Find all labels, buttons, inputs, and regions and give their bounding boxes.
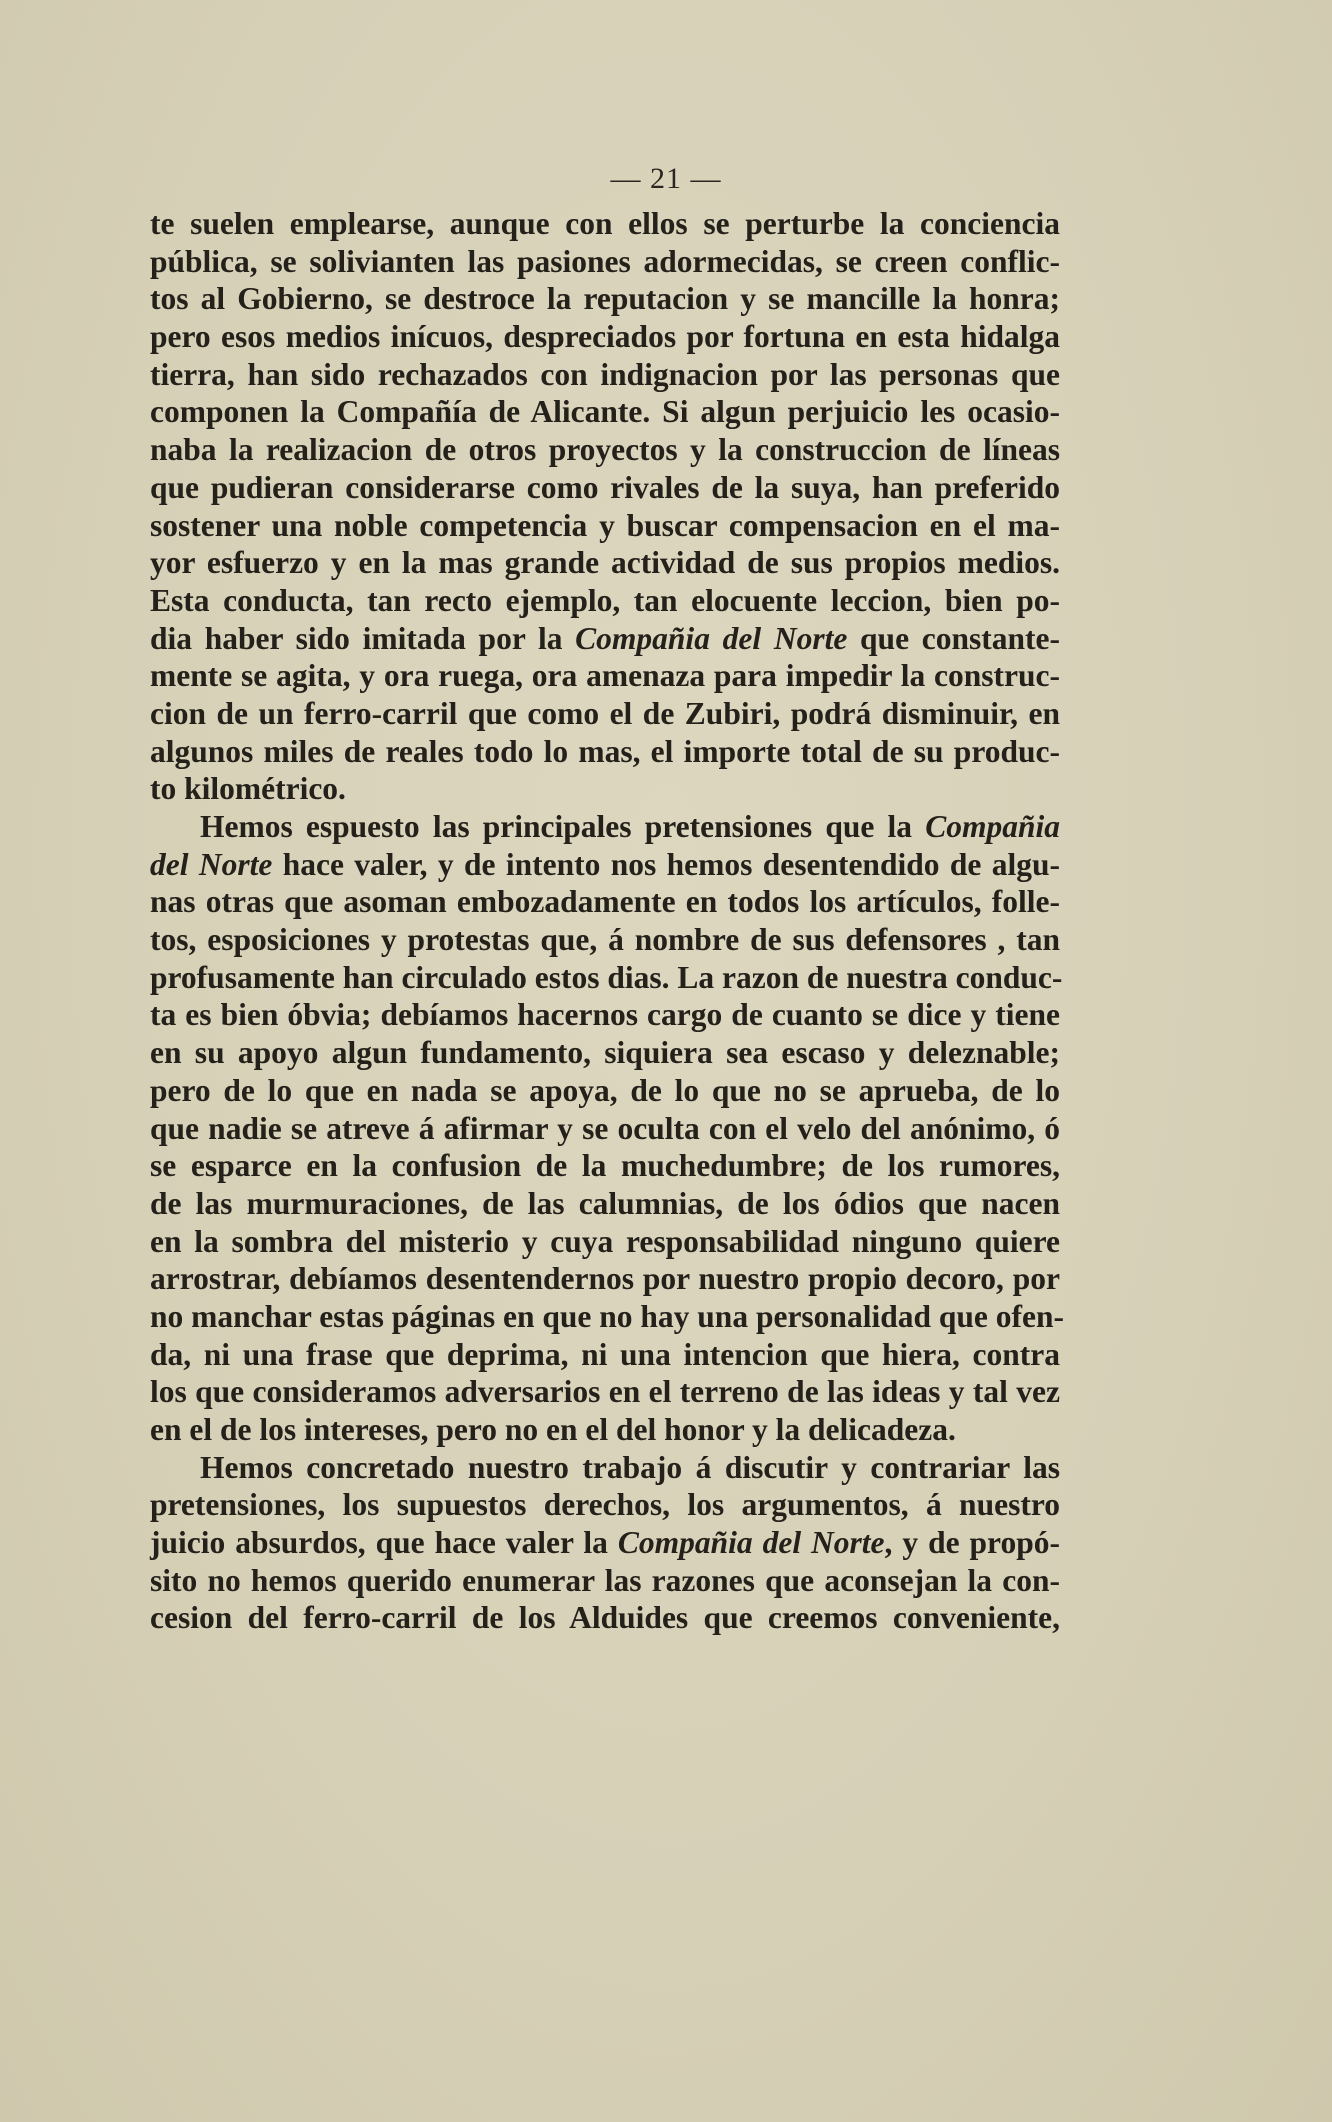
text-line: [150, 1449, 1060, 1487]
text-line: [150, 1147, 1060, 1185]
text-run: sito no hemos querido enumerar las razones que aconsejan la con-: [150, 1562, 1060, 1598]
text-line: [150, 1072, 1060, 1110]
text-run: tos, esposiciones y protestas que, á nombre de sus defensores , tan: [150, 922, 1060, 958]
text-run: , y de propó-: [884, 1525, 1060, 1561]
text-run: arrostrar, debíamos desentendernos por nuestro propio decoro, por: [150, 1261, 1060, 1297]
text-run: no manchar estas páginas en que no hay una personalidad que ofen-: [150, 1298, 1064, 1334]
text-run: de las murmuraciones, de las calumnias, de los ódios que nacen: [150, 1185, 1060, 1221]
text-run: que nadie se atreve á afirmar y se oculta con el velo del anónimo, ó: [150, 1110, 1060, 1146]
text-line: [150, 1524, 1060, 1562]
text-line: [150, 393, 1060, 431]
text-line: [150, 1185, 1060, 1223]
text-line: [150, 733, 1060, 771]
text-line: [150, 318, 1060, 356]
text-run: pero esos medios inícuos, despreciados por fortuna en esta hidalga: [150, 319, 1060, 355]
text-run: cesion del ferro-carril de los Alduides que creemos conveniente,: [150, 1600, 1060, 1636]
text-run: naba la realizacion de otros proyectos y la construccion de líneas: [150, 432, 1060, 468]
text-run: los que consideramos adversarios en el terreno de las ideas y tal vez: [150, 1374, 1060, 1410]
text-run: sostener una noble competencia y buscar compensacion en el ma-: [150, 507, 1060, 543]
page-number: — 21 —: [610, 162, 722, 195]
text-run: pública, se solivianten las pasiones adormecidas, se creen conflic-: [150, 243, 1060, 279]
text-run: mente se agita, y ora ruega, ora amenaza para impedir la construc-: [150, 658, 1060, 694]
text-line: [150, 1486, 1060, 1524]
text-run: juicio absurdos, que hace valer la: [150, 1525, 618, 1561]
text-line: [150, 507, 1060, 545]
text-line: [150, 1298, 1064, 1336]
text-run: to kilométrico.: [150, 771, 346, 807]
text-line: [150, 808, 1060, 846]
text-run: dia haber sido imitada por la: [150, 620, 576, 656]
text-line: [150, 695, 1060, 733]
text-run: en su apoyo algun fundamento, siquiera sea escaso y deleznable;: [150, 1035, 1060, 1071]
text-run: Hemos espuesto las principales pretensiones que la: [200, 809, 926, 844]
text-line: [150, 205, 1060, 243]
text-run: cion de un ferro-carril que como el de Zubiri, podrá disminuir, en: [150, 695, 1060, 731]
italic-phrase: Compañia del Norte: [617, 1525, 885, 1561]
text-run: en la sombra del misterio y cuya responsabilidad ninguno quiere: [150, 1223, 1060, 1259]
body-text: [150, 205, 1064, 1637]
text-run: da, ni una frase que deprima, ni una intencion que hiera, contra: [150, 1336, 1060, 1372]
text-line: [150, 883, 1060, 921]
text-run: profusamente han circulado estos dias. La razon de nuestra conduc-: [150, 959, 1063, 995]
text-run: se esparce en la confusion de la muchedumbre; de los rumores,: [150, 1148, 1060, 1184]
text-run: componen la Compañía de Alicante. Si algun perjuicio les ocasio-: [150, 394, 1060, 430]
italic-phrase: Compañia del Norte: [575, 620, 848, 656]
text-line: [150, 1411, 1060, 1449]
text-line: [150, 243, 1060, 281]
text-line: [150, 544, 1060, 582]
text-run: que constante-: [847, 620, 1060, 656]
text-run: Hemos concretado nuestro trabajo á discutir y contrariar las: [200, 1449, 1060, 1485]
text-line: [150, 1599, 1060, 1637]
text-line: [150, 1373, 1060, 1411]
text-run: pretensiones, los supuestos derechos, los argumentos, á nuestro: [150, 1487, 1060, 1523]
text-line: [150, 657, 1060, 695]
text-line: [150, 469, 1060, 507]
text-run: yor esfuerzo y en la mas grande actividad de sus propios medios.: [150, 545, 1060, 581]
text-run: pero de lo que en nada se apoya, de lo que no se aprueba, de lo: [150, 1072, 1060, 1108]
text-line: [150, 1110, 1060, 1148]
text-line: [150, 356, 1060, 394]
text-line: [150, 921, 1060, 959]
text-run: tierra, han sido rechazados con indignacion por las personas que: [150, 356, 1060, 392]
italic-phrase: Compañia: [925, 809, 1060, 844]
text-line: [150, 846, 1060, 884]
text-run: que pudieran considerarse como rivales de la suya, han preferido: [150, 469, 1060, 505]
text-line: [150, 1034, 1060, 1072]
text-run: te suelen emplearse, aunque con ellos se perturbe la conciencia: [150, 206, 1060, 241]
text-line: [150, 959, 1063, 997]
text-line: [150, 582, 1060, 620]
text-run: algunos miles de reales todo lo mas, el importe total de su produc-: [150, 733, 1060, 769]
italic-phrase: del Norte: [150, 846, 273, 882]
text-run: hace valer, y de intento nos hemos desentendido de algu-: [272, 846, 1060, 882]
text-line: [150, 431, 1060, 469]
text-run: Esta conducta, tan recto ejemplo, tan elocuente leccion, bien po-: [150, 582, 1060, 618]
text-run: nas otras que asoman embozadamente en todos los artículos, folle-: [150, 884, 1060, 920]
text-run: tos al Gobierno, se destroce la reputacion y se mancille la honra;: [150, 281, 1060, 317]
text-line: [150, 1223, 1060, 1261]
text-line: [150, 1336, 1060, 1374]
text-run: ta es bien óbvia; debíamos hacernos cargo de cuanto se dice y tiene: [150, 997, 1060, 1033]
text-line: [150, 620, 1060, 658]
text-line: [150, 280, 1060, 318]
text-run: en el de los intereses, pero no en el del honor y la delicadeza.: [150, 1412, 956, 1447]
text-line: [150, 1562, 1060, 1600]
text-line: [150, 1260, 1060, 1298]
text-line: [150, 770, 1060, 808]
text-line: [150, 996, 1060, 1034]
